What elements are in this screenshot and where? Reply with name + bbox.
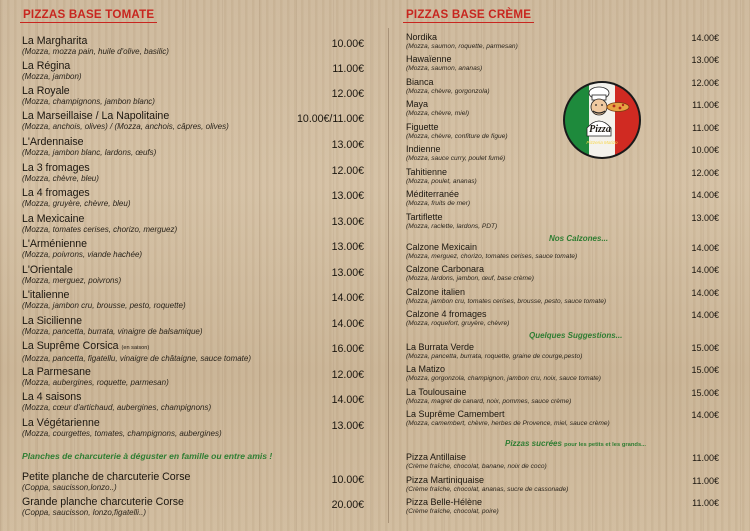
- menu-item: [22, 471, 368, 493]
- sucrees-tagline: pour les petits et les grands...: [564, 442, 646, 448]
- item-price: 13.00€: [691, 213, 719, 223]
- item-desc: (Mozza, gorgonzola, champignon, jambon cru, noix, sauce tomate): [406, 375, 601, 382]
- menu-item: [22, 315, 368, 337]
- logo-tagline: Pizzeria Matizo: [586, 140, 618, 145]
- menu-item: [406, 242, 719, 261]
- item-desc: (Mozza, tomates cerises, chorizo, merguez): [22, 225, 178, 234]
- item-name: La 4 fromages: [22, 187, 90, 199]
- item-name: La Régina: [22, 60, 71, 72]
- item-price: 14.00€: [691, 310, 719, 320]
- item-desc: (Crème fraîche, chocolat, banane, noix de coco): [406, 463, 547, 470]
- item-name: Tahitienne: [406, 167, 448, 177]
- sucrees-subheading: Pizzas sucrées pour les petits et les grands...: [505, 439, 646, 448]
- item-desc: (Mozza, jambon blanc, lardons, œufs): [22, 148, 157, 157]
- item-name: La 4 saisons: [22, 391, 82, 403]
- item-desc: (Mozza, pancetta, burrata, roquette, graine de courge,pesto): [406, 353, 583, 360]
- item-desc: (Mozza, cœur d'artichaud, aubergines, champignons): [22, 403, 212, 412]
- item-price: 12.00€: [331, 165, 364, 177]
- cream-base-heading: PIZZAS BASE CRÈME: [403, 8, 534, 23]
- item-name: L'Arménienne: [22, 238, 88, 250]
- column-divider: [388, 28, 389, 523]
- menu-item: [22, 35, 368, 57]
- item-name: Hawaïenne: [406, 54, 452, 64]
- menu-item: [22, 110, 368, 132]
- menu-item: [22, 238, 368, 260]
- item-desc: (Mozza, jambon): [22, 72, 82, 81]
- item-desc: (Mozza, merguez, chorizo, tomates cerises, sauce tomate): [406, 253, 578, 260]
- menu-item: [22, 417, 368, 439]
- menu-item: [406, 452, 719, 471]
- item-price: 15.00€: [691, 365, 719, 375]
- item-desc: (Mozza, chèvre, confiture de figue): [406, 133, 508, 140]
- item-name: Calzone italien: [406, 287, 466, 297]
- menu-item: [22, 340, 368, 364]
- item-desc: (Coppa, saucisson, lonzo,figatelli..): [22, 508, 147, 517]
- menu-item: [406, 387, 719, 406]
- item-name: Pizza Belle-Hélène: [406, 497, 483, 507]
- item-price: 14.00€: [691, 288, 719, 298]
- item-desc: (Mozza, merguez, poivrons): [22, 276, 122, 285]
- item-desc: (Mozza, champignons, jambon blanc): [22, 97, 155, 106]
- item-name: Bianca: [406, 77, 434, 87]
- item-price: 11.00€: [692, 123, 719, 133]
- item-price: 13.00€: [331, 420, 364, 432]
- item-price: 14.00€: [691, 410, 719, 420]
- menu-item: [22, 496, 368, 518]
- item-name: Indienne: [406, 144, 441, 154]
- suggestions-subheading: Quelques Suggestions...: [529, 331, 623, 340]
- item-price: 11.00€: [332, 63, 364, 75]
- item-desc: (Mozza, jambon cru, brousse, pesto, roquette): [22, 301, 186, 310]
- item-desc: (Mozza, saumon, ananas): [406, 65, 483, 72]
- item-price: 16.00€: [331, 343, 364, 355]
- item-name: Nordika: [406, 32, 438, 42]
- item-name: L'italienne: [22, 289, 70, 301]
- item-price: 11.00€: [692, 453, 719, 463]
- menu-item: [406, 475, 719, 494]
- item-desc: (Mozza, pancetta, burrata, vinaigre de balsamique): [22, 327, 203, 336]
- item-price: 13.00€: [331, 190, 364, 202]
- item-desc: (Mozza, mozza pain, huile d'olive, basilic): [22, 47, 169, 56]
- menu-item: [406, 342, 719, 361]
- item-price: 14.00€: [691, 33, 719, 43]
- item-name: La Royale: [22, 85, 70, 97]
- item-name: La Matizo: [406, 364, 446, 374]
- item-name: Pizza Martiniquaise: [406, 475, 485, 485]
- item-price: 20.00€: [331, 499, 364, 511]
- item-name: L'Ardennaise: [22, 136, 84, 148]
- item-desc: (Mozza, poivrons, viande hachée): [22, 250, 143, 259]
- item-desc: (Mozza, sauce curry, poulet fumé): [406, 155, 506, 162]
- item-name: Figuette: [406, 122, 439, 132]
- item-name: Maya: [406, 99, 429, 109]
- item-desc: (Mozza, gruyère, chèvre, bleu): [22, 199, 131, 208]
- menu-item: [22, 187, 368, 209]
- menu-item: [22, 162, 368, 184]
- item-price: 11.00€: [692, 476, 719, 486]
- item-desc: (Mozza, saumon, roquette, parmesan): [406, 43, 518, 50]
- item-desc: (Mozza, courgettes, tomates, champignons, aubergines): [22, 429, 222, 438]
- logo-word: Pizza: [589, 124, 611, 135]
- item-price: 14.00€: [691, 265, 719, 275]
- item-desc: (Mozza, camembert, chèvre, herbes de Provence, miel, sauce crème): [406, 420, 610, 427]
- item-desc: (Mozza, pancetta, figatellu, vinaigre de châtaigne, sauce tomate): [22, 354, 252, 363]
- item-name: La Suprême Camembert: [406, 409, 505, 419]
- menu-item: [406, 54, 719, 73]
- menu-item: [22, 85, 368, 107]
- item-price: 10.00€: [331, 38, 364, 50]
- menu-item: [22, 213, 368, 235]
- item-price: 12.00€: [331, 88, 364, 100]
- item-name: La Marseillaise / La Napolitaine: [22, 110, 170, 122]
- item-desc: (Mozza, poulet, ananas): [406, 178, 477, 185]
- item-name: La Toulousaine: [406, 387, 467, 397]
- item-name: La Suprême Corsica (en saison): [22, 340, 150, 352]
- item-desc: (Mozza, magret de canard, noix, pommes, sauce crème): [406, 398, 572, 405]
- item-desc: (Mozza, raclette, lardons, PDT): [406, 223, 498, 230]
- item-desc: (Mozza, aubergines, roquette, parmesan): [22, 378, 169, 387]
- item-name: La Sicilienne: [22, 315, 83, 327]
- menu-item: [406, 364, 719, 383]
- item-name: Grande planche charcuterie Corse: [22, 496, 184, 508]
- item-price: 13.00€: [331, 139, 364, 151]
- item-name: L'Orientale: [22, 264, 73, 276]
- item-desc: (Coppa, saucisson,lonzo..): [22, 483, 117, 492]
- item-price: 13.00€: [331, 267, 364, 279]
- menu-item: [406, 167, 719, 186]
- item-tag: (en saison): [121, 345, 150, 351]
- menu-item: [406, 309, 719, 328]
- item-price: 10.00€: [331, 474, 364, 486]
- item-name: La Parmesane: [22, 366, 91, 378]
- item-price: 11.00€: [692, 498, 719, 508]
- item-name: La Végétarienne: [22, 417, 100, 429]
- item-name: Pizza Antillaise: [406, 452, 467, 462]
- menu-item: [406, 189, 719, 208]
- item-desc: (Mozza, lardons, jambon, œuf, base crème): [406, 275, 534, 282]
- item-name: Calzone Carbonara: [406, 264, 485, 274]
- item-price: 12.00€: [691, 168, 719, 178]
- menu-item: [22, 366, 368, 388]
- item-name: La Burrata Verde: [406, 342, 475, 352]
- item-name: Tartiflette: [406, 212, 443, 222]
- item-desc: (Mozza, fruits de mer): [406, 200, 471, 207]
- item-desc: (Mozza, roquefort, gruyère, chèvre): [406, 320, 510, 327]
- item-price: 14.00€: [331, 318, 364, 330]
- item-price: 14.00€: [691, 243, 719, 253]
- menu-item: [22, 391, 368, 413]
- menu-item: [22, 264, 368, 286]
- item-name: Petite planche de charcuterie Corse: [22, 471, 191, 483]
- item-price: 12.00€: [331, 369, 364, 381]
- menu-item: [22, 60, 368, 82]
- item-name: Calzone 4 fromages: [406, 309, 487, 319]
- item-price: 10.00€/11.00€: [297, 113, 364, 125]
- item-price: 15.00€: [691, 388, 719, 398]
- item-price: 14.00€: [691, 190, 719, 200]
- menu-item: [406, 32, 719, 51]
- item-name: La Mexicaine: [22, 213, 85, 225]
- menu-item: [22, 289, 368, 311]
- pizzeria-logo: [562, 80, 642, 160]
- item-desc: (Crème fraîche, chocolat, ananas, sucre de cassonade): [406, 486, 569, 493]
- item-price: 13.00€: [691, 55, 719, 65]
- planches-note: Planches de charcuterie à déguster en famille ou entre amis !: [22, 451, 273, 461]
- calzones-subheading: Nos Calzones...: [549, 234, 609, 243]
- item-price: 15.00€: [691, 343, 719, 353]
- tomato-base-heading: PIZZAS BASE TOMATE: [20, 8, 157, 23]
- item-price: 14.00€: [331, 394, 364, 406]
- menu-item: [406, 409, 719, 428]
- item-name: Calzone Mexicain: [406, 242, 478, 252]
- item-price: 13.00€: [331, 241, 364, 253]
- item-name: Méditerranée: [406, 189, 460, 199]
- item-desc: (Mozza, chèvre, bleu): [22, 174, 99, 183]
- menu-item: [22, 136, 368, 158]
- item-name: La Margharita: [22, 35, 88, 47]
- item-desc: (Mozza, chèvre, gorgonzola): [406, 88, 490, 95]
- item-desc: (Mozza, anchois, olives) / (Mozza, anchois, câpres, olives): [22, 122, 229, 131]
- item-desc: (Crème fraîche, chocolat, poire): [406, 508, 499, 515]
- item-price: 12.00€: [691, 78, 719, 88]
- menu-item: [406, 212, 719, 231]
- item-name: La 3 fromages: [22, 162, 90, 174]
- item-price: 11.00€: [692, 100, 719, 110]
- menu-item: [406, 497, 719, 516]
- item-price: 13.00€: [331, 216, 364, 228]
- menu-item: [406, 287, 719, 306]
- item-price: 14.00€: [331, 292, 364, 304]
- item-desc: (Mozza, jambon cru, tomates cerises, brousse, pesto, sauce tomate): [406, 298, 607, 305]
- menu-item: [406, 264, 719, 283]
- item-desc: (Mozza, chèvre, miel): [406, 110, 470, 117]
- item-price: 10.00€: [691, 145, 719, 155]
